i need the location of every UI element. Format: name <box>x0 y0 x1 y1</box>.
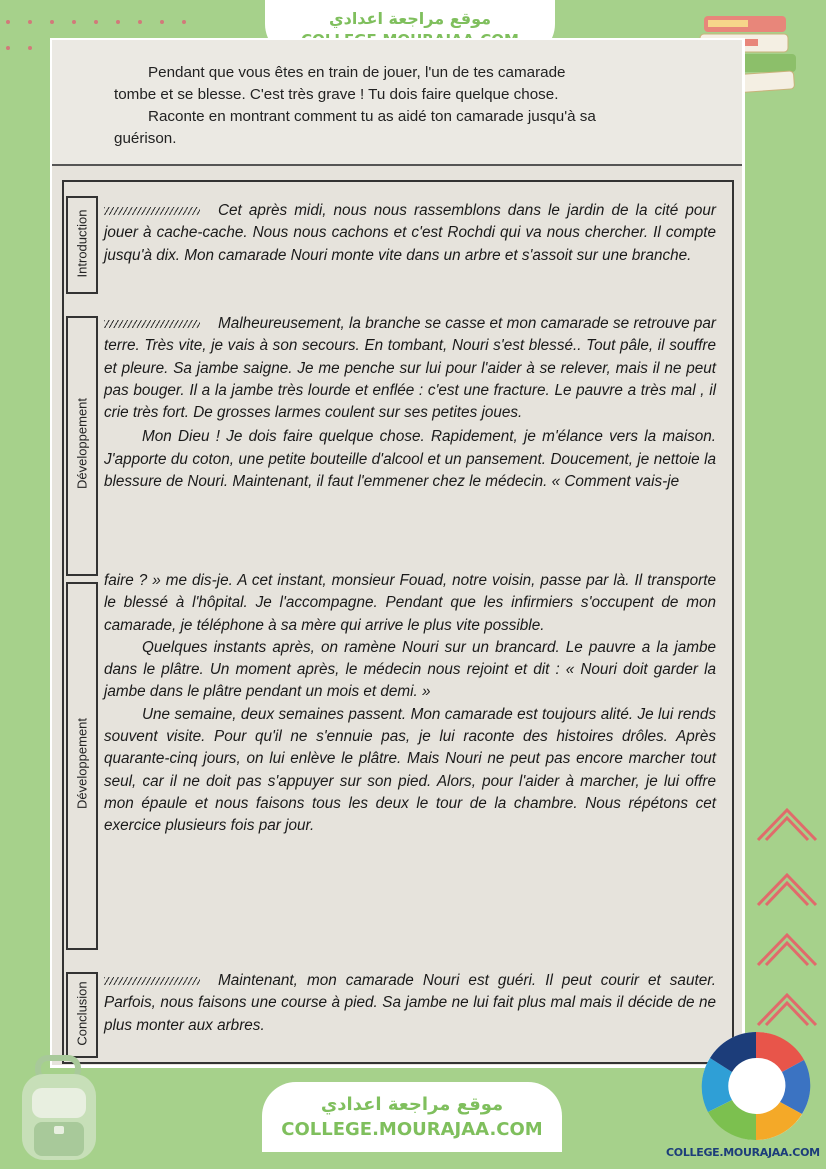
subject-line: Raconte en montrant comment tu as aidé ton camarade jusqu'à sa <box>148 108 596 125</box>
site-url[interactable]: COLLEGE.MOURAJAA.COM <box>281 1119 543 1140</box>
development-paragraph: Malheureusement, la branche se casse et mon camarade se retrouve par terre. Très vite, je vais à son secours. En tombant, Nouri s'est blessé.. Tout pâle, il souffre et pleure. Sa jambe saigne. Je me penche sur lui pour l'aider à se relever, mais il ne peut pas bouger. Il a la jambe très lourde et enflée : c'est une fracture. Le pauvre a très mal , il crie très fort. De grosses larmes coulent sur ses petites joues. <box>104 315 716 422</box>
development-block-1 <box>104 313 716 493</box>
backpack-icon <box>10 1054 110 1164</box>
introduction-paragraph: Cet après midi, nous nous rassemblons dans le jardin de la cité pour jouer à cache-cache. Nous nous cachons et c'est Rochdi qui va nous chercher. Il compte jusqu'à dix. Mon camarade Nouri monte vite dans un arbre et s'assoit sur une branche. <box>104 202 716 264</box>
school-logo-icon <box>694 1026 818 1142</box>
section-label-conclusion: Conclusion <box>74 981 90 1046</box>
subject-line: tombe et se blesse. C'est très grave ! Tu dois faire quelque chose. <box>114 86 559 103</box>
site-name-arabic: موقع مراجعة اعدادي <box>328 9 492 28</box>
site-name-arabic: موقع مراجعة اعدادي <box>320 1094 504 1115</box>
footer-tab <box>262 1082 562 1152</box>
subject-line: guérison. <box>114 130 177 147</box>
development-paragraph: faire ? » me dis-je. A cet instant, monsieur Fouad, notre voisin, passe par là. Il transporte le blessé à l'hôpital. Je l'accompagne. Pendant que les infirmiers s'occupent de mon camarade, je téléphone à sa mère qui arrive le plus vite possible. <box>104 572 716 634</box>
subject-box <box>52 40 742 166</box>
section-label-development: Développement <box>74 397 90 490</box>
subject-line: Pendant que vous êtes en train de jouer, l'un de tes camarade <box>148 64 566 81</box>
section-label-introduction: Introduction <box>74 209 90 278</box>
section-label-box <box>66 972 98 1058</box>
hatch-mark <box>104 320 200 328</box>
hatch-mark <box>104 977 200 985</box>
section-label-box <box>66 196 98 294</box>
conclusion-paragraph: Maintenant, mon camarade Nouri est guéri. Il peut courir et sauter. Parfois, nous faisons une course à pied. Sa jambe ne lui fait plus mal mais il décide de ne plus monter aux arbres. <box>104 972 716 1034</box>
section-label-box <box>66 582 98 950</box>
section-label-development: Développement <box>74 717 90 810</box>
section-label-box <box>66 316 98 576</box>
development-paragraph: Quelques instants après, on ramène Nouri sur un brancard. Le pauvre a la jambe dans le plâtre. Un moment après, le médecin nous rejoint et dit : « Nouri doit garder la jambe dans le plâtre pendant un mois et demi. » <box>104 638 716 701</box>
chevron-icon <box>752 790 822 860</box>
hatch-mark <box>104 207 200 215</box>
development-paragraph: Une semaine, deux semaines passent. Mon camarade est toujours alité. Je lui rends souvent visite. Pour qu'il ne s'ennuie pas, je lui raconte des histoires drôles. Après quarante-cinq jours, on lui enlève le plâtre. Mais Nouri ne peut pas encore marcher tout seul, car il ne doit pas s'appuyer sur son pied. Alors, pour l'aider à marcher, je lui offre mon épaule et nous faisons tous les deux le tour de la chambre. Nous répétons cet exercice plusieurs fois par jour. <box>104 705 716 835</box>
development-paragraph: Mon Dieu ! Je dois faire quelque chose. Rapidement, je m'élance vers la maison. J'apporte du coton, une petite bouteille d'alcool et un pansement. Doucement, je nettoie la blessure de Nouri. Maintenant, il faut l'emmener chez le médecin. « Comment vais-je <box>104 428 716 491</box>
development-block-2 <box>104 570 716 838</box>
logo-url[interactable]: COLLEGE.MOURAJAA.COM <box>666 1146 820 1159</box>
